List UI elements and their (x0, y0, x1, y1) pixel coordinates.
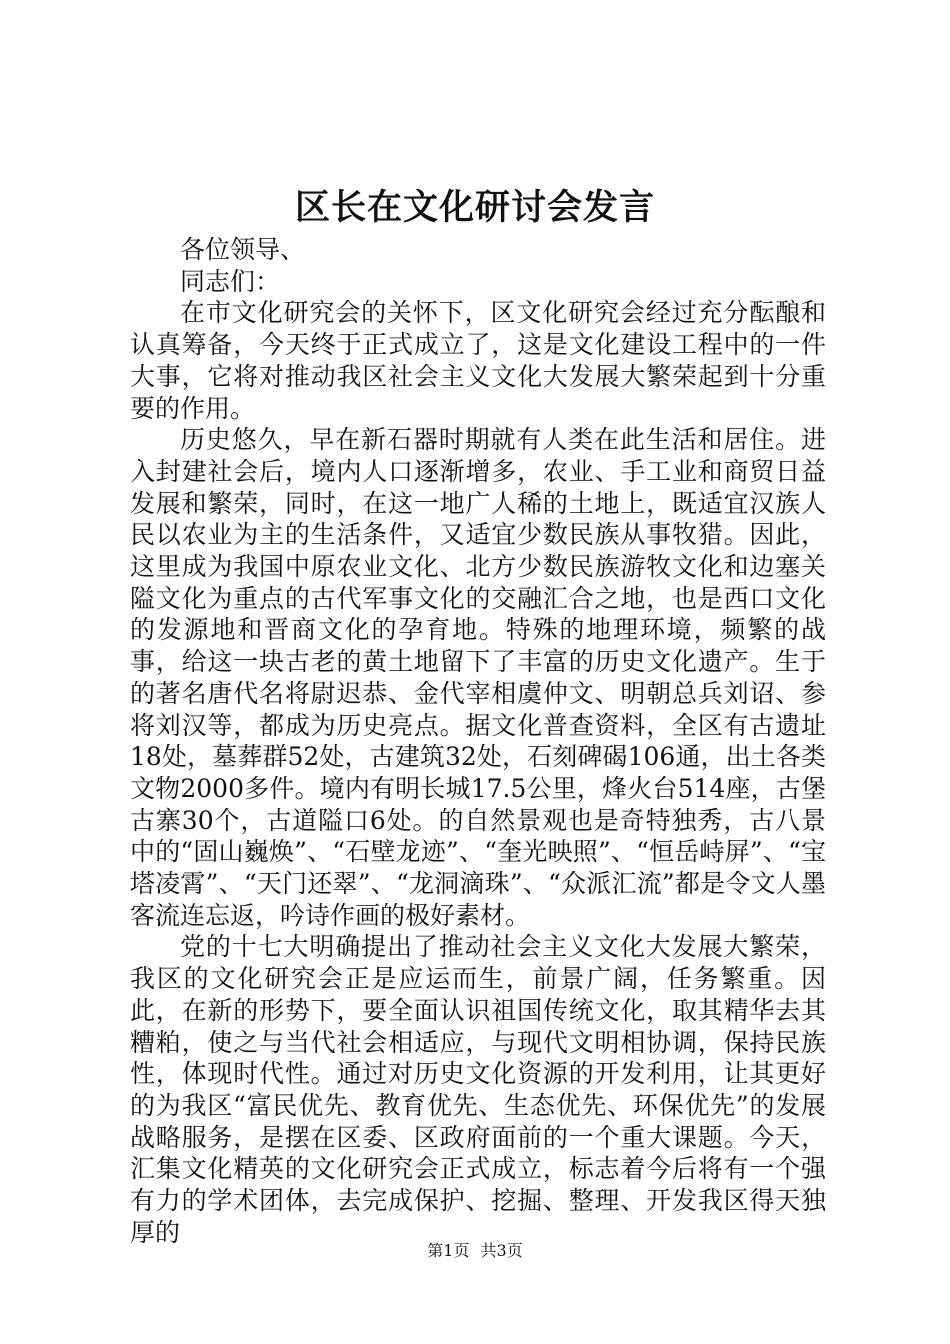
salutation-line-1: 各位领导、 (180, 235, 306, 264)
paragraph-history: 历史悠久，早在新石器时期就有人类在此生活和居住。进入封建社会后，境内人口逐渐增多，农业、手工业和商贸日益发展和繁荣，同时，在这一地广人稀的土地上，既适宜汉族人民以农业为主的生活条件，又适宜少数民族从事牧猎。因此，这里成为我国中原农业文化、北方少数民族游牧文化和边塞关隘文化为重点的古代军事文化的交融汇合之地，也是西口文化的发源地和晋商文化的孕育地。特殊的地理环境，频繁的战事，给这一块古老的黄土地留下了丰富的历史文化遗产。生于的著名唐代名将尉迟恭、金代宰相虞仲文、明朝总兵刘诏、参将刘汉等，都成为历史亮点。据文化普查资料，全区有古遗址18处，墓葬群52处，古建筑32处，石刻碑碣106通，出土各类文物2000多件。境内有明长城17.5公里，烽火台514座，古堡古寨30个，古道隘口6处。的自然景观也是奇特独秀，古八景中的“固山巍焕”、“石壁龙迹”、“奎光映照”、“恒岳峙屏”、“宝塔凌霄”、“天门还翠”、“龙洞滴珠”、“众派汇流”都是令文人墨客流连忘返，吟诗作画的极好素材。 (130, 425, 826, 930)
paragraph-mission: 党的十七大明确提出了推动社会主义文化大发展大繁荣，我区的文化研究会正是应运而生，前景广阔，任务繁重。因此，在新的形势下，要全面认识祖国传统文化，取其精华去其糟粕，使之与当代社会相适应，与现代文明相协调，保持民族性，体现时代性。通过对历史文化资源的开发利用，让其更好的为我区“富民优先、教育优先、生态优先、环保优先”的发展战略服务，是摆在区委、区政府面前的一个重大课题。今天，汇集文化精英的文化研究会正式成立，标志着今后将有一个强有力的学术团体，去完成保护、挖掘、整理、开发我区得天独厚的 (130, 932, 826, 1247)
document-title: 区长在文化研讨会发言 (294, 187, 655, 228)
paragraph-intro: 在市文化研究会的关怀下，区文化研究会经过充分酝酿和认真筹备，今天终于正式成立了，这是文化建设工程中的一件大事，它将对推动我区社会主义文化大发展大繁荣起到十分重要的作用。 (130, 298, 826, 423)
salutation-line-2: 同志们： (180, 266, 281, 296)
page-footer (0, 1240, 950, 1262)
page-number: 第1页 (427, 1241, 470, 1260)
document-body (130, 234, 826, 1249)
page-total: 共3页 (480, 1241, 523, 1260)
